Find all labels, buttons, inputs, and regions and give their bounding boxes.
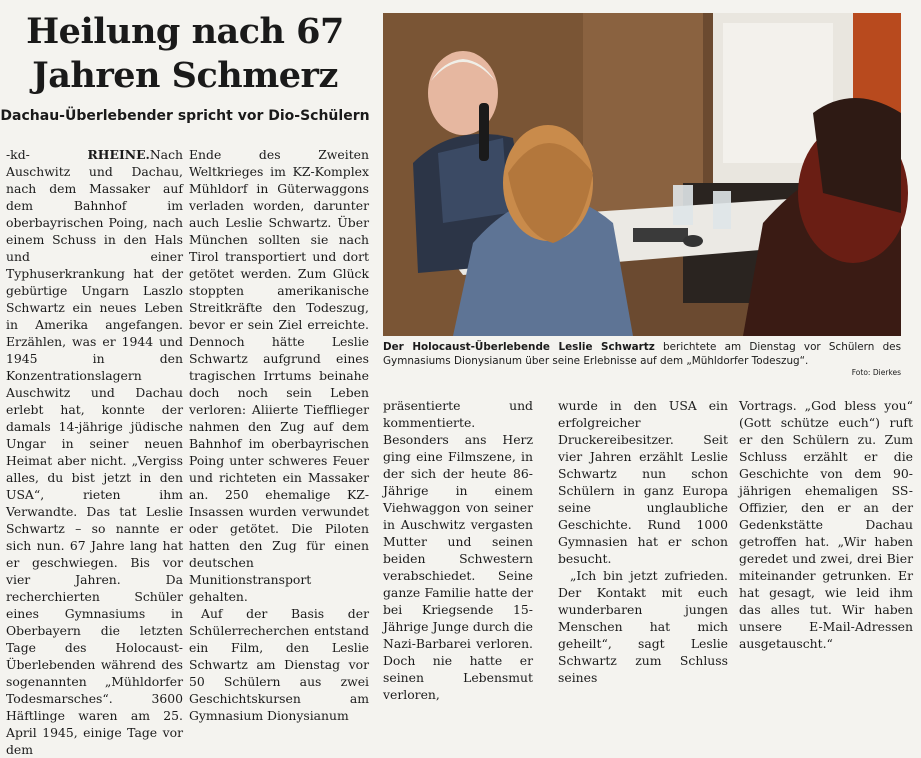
headline-line-2: Jahren Schmerz [32,55,338,96]
dateline: RHEINE. [87,147,150,162]
article-paragraph [6,146,183,758]
paragraph-text: Nach Auschwitz und Dachau, nach dem Massaker auf dem Bahnhof im oberbayrischen Poing, nach einem Schuss in den Hals und einer Typhuserkrankung hat der gebürtige Ungarn Laszlo Schwartz ein neues Leben in Amerika angefangen. Erzählen, was er 1944 und 1945 in den Konzentrationslagern Auschwitz und Dachau erlebt hat, konnte der damals 14-jährige jüdische Ungar in seiner neuen Heimat aber nicht. „Vergiss alles, du bist jetzt in den USA“, rieten ihm Verwandte. Das tat Leslie Schwartz – so nannte er sich nun. 67 Jahre lang hat er geschwiegen. Bis vor vier Jahren. Da recherchierten Schüler eines Gymnasiums in Oberbayern die letzten Tage des Holocaust-Überlebenden während des sogenannten „Mühldorfer Todesmarsches“. 3600 Häftlinge waren am 25. April 1945, einige Tage vor dem [6,147,183,757]
article-column-2 [189,146,369,723]
caption-text: berichtete am Dienstag vor Schülern des Gymnasiums Dionysianum über seine Erlebnisse auf dem „Mühldorfer Todeszug“. [383,341,901,367]
byline: -kd- [6,147,30,162]
article-column-4 [558,397,728,685]
article-column-1 [6,146,183,757]
photo-caption [383,340,901,368]
photo-credit: Foto: Dierkes [851,368,901,377]
article-paragraph: präsentierte und kommentierte. Besonders ans Herz ging eine Filmszene, in der sich der heute 86-Jährige in einem Viehwaggon von seiner in Auschwitz vergasten Mutter und seinen beiden Schwestern verabschiedet. Seine ganze Familie hatte der bei Kriegsende 15-Jährige Junge durch die Nazi-Barbarei verloren. Doch nie hatte er seinen Lebensmut verloren, [383,398,533,702]
article-paragraph: Auf der Basis der Schülerrecherchen entstand ein Film, den Leslie Schwartz am Dienstag vor 50 Schülern aus zwei Geschichtskursen am Gymnasium Dionysianum [189,606,369,723]
article-paragraph: Ende des Zweiten Weltkrieges im KZ-Komplex Mühldorf in Güterwaggons verladen worden, darunter auch Leslie Schwartz. Über München sollten sie nach Tirol transportiert und dort getötet werden. Zum Glück stoppten amerikanische Streitkräfte den Todeszug, bevor er sein Ziel erreichte. Dennoch hätte Leslie Schwartz aufgrund eines tragischen Irrtums beinahe doch noch sein Leben verloren: Aliierte Tiefflieger nahmen den Zug auf dem Bahnhof im oberbayrischen Poing unter schweres Feuer und richteten ein Massaker an. 250 ehemalige KZ-Insassen wurden verwundet oder getötet. Die Piloten hatten den Zug für einen deutschen Munitionstransport gehalten. [189,147,369,604]
subheadline: Dachau-Überlebender spricht vor Dio-Schülern [0,108,370,124]
article-paragraph: Vortrags. „God bless you“ (Gott schütze euch“) ruft er den Schülern zu. Zum Schluss erzählt er die Geschichte von dem 90-jährigen ehemaligen SS-Offizier, den er an der Gedenkstätte Dachau getroffen hat. „Wir haben geredet und zwei, drei Bier miteinander getrunken. Er hat gesagt, wie leid ihm das alles tut. Wir haben unsere E-Mail-Adressen ausgetauscht.“ [739,398,913,651]
headline [0,10,370,98]
article-paragraph: wurde in den USA ein erfolgreicher Druckereibesitzer. Seit vier Jahren erzählt Leslie Schwartz nun schon Schülern in ganz Europa seine unglaubliche Geschichte. Rund 1000 Gymnasien hat er schon besucht. [558,398,728,566]
article-paragraph: „Ich bin jetzt zufrieden. Der Kontakt mit euch wunderbaren jungen Menschen hat mich geheilt“, sagt Leslie Schwartz zum Schluss seines [558,568,728,685]
article-column-3 [383,397,533,702]
headline-line-1: Heilung nach 67 [26,11,344,52]
article-photo [383,13,901,336]
caption-lead: Der Holocaust-Überlebende Leslie Schwartz [383,341,655,353]
article-column-5 [739,397,913,651]
photo-illustration [383,13,901,336]
